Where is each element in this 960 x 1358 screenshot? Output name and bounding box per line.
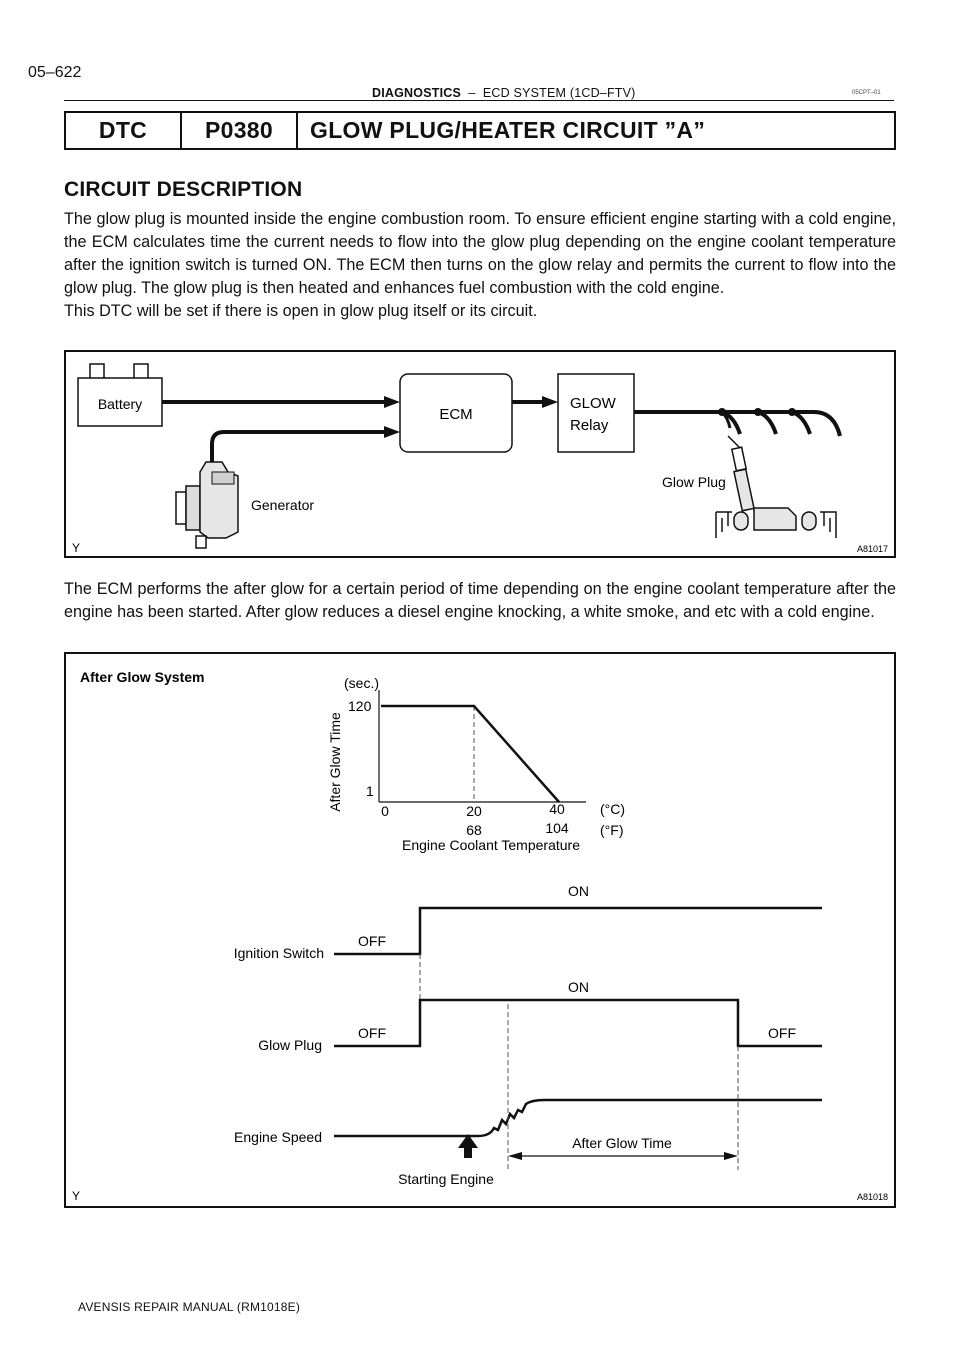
ecm-label: ECM bbox=[439, 406, 473, 423]
glow-plug-label: Glow Plug bbox=[662, 474, 726, 490]
after-glow-diagram bbox=[66, 654, 894, 1206]
header-subsection: ECD SYSTEM (1CD–FTV) bbox=[482, 86, 636, 100]
after-glow-text: The ECM performs the after glow for a certain period of time depending on the engine coolant temperature after the engine has been started. After glow reduces a diesel engine knocking, a white smoke, and etc with a cold engine. bbox=[64, 580, 896, 621]
header-rule bbox=[64, 100, 894, 101]
glow-plug-off-label-1: OFF bbox=[358, 1025, 386, 1041]
glow-relay-box bbox=[558, 374, 634, 452]
arrowhead-icon bbox=[384, 426, 400, 438]
header-section: DIAGNOSTICS bbox=[372, 86, 462, 100]
ignition-switch-signal bbox=[334, 908, 822, 954]
header-separator: – bbox=[468, 86, 476, 100]
page-number: 05–622 bbox=[28, 64, 82, 81]
glow-plug-off-label-2: OFF bbox=[768, 1025, 796, 1041]
dtc-title-box bbox=[64, 111, 896, 150]
after-glow-figure bbox=[64, 652, 896, 1208]
battery-terminals bbox=[90, 364, 148, 378]
dtc-code: P0380 bbox=[182, 113, 298, 148]
description-paragraph-1: The glow plug is mounted inside the engine combustion room. To ensure efficient engine starting with a cold engine, the ECM calculates time the current needs to flow into the glow plug depending on the engine coolant temperature after the ignition switch is turned ON. The ECM then turns on the glow relay and permits the current to flow into the glow plug. The glow plug is then heated and enhances fuel combustion with the cold engine. bbox=[64, 210, 896, 297]
y-axis-label: After Glow Time bbox=[327, 712, 343, 812]
document-code: 05CPT–01 bbox=[852, 90, 881, 96]
y-tick-bottom: 1 bbox=[366, 783, 374, 799]
description-paragraph-2: This DTC will be set if there is open in glow plug itself or its circuit. bbox=[64, 302, 538, 320]
x-unit-celsius: (°C) bbox=[600, 801, 626, 817]
x-tick-20: 20 bbox=[466, 803, 482, 819]
section-heading: CIRCUIT DESCRIPTION bbox=[64, 178, 303, 201]
figure-title: After Glow System bbox=[80, 669, 205, 685]
figure-marker: Y bbox=[72, 1189, 81, 1203]
circuit-diagram-figure bbox=[64, 350, 896, 558]
engine-head-icon bbox=[716, 508, 836, 538]
footer-manual-title: AVENSIS REPAIR MANUAL (RM1018E) bbox=[78, 1300, 301, 1314]
engine-speed-label: Engine Speed bbox=[234, 1129, 322, 1145]
glow-plug-signal bbox=[334, 1000, 822, 1046]
generator-ecm-wire bbox=[212, 432, 388, 482]
figure-code: A81017 bbox=[856, 544, 888, 554]
x-unit-fahrenheit: (°F) bbox=[600, 822, 624, 838]
x-tick-104f: 104 bbox=[545, 820, 569, 836]
y-tick-top: 120 bbox=[348, 698, 372, 714]
description-text bbox=[64, 208, 896, 323]
battery-label: Battery bbox=[97, 396, 143, 412]
x-tick-40: 40 bbox=[549, 801, 565, 817]
circuit-diagram bbox=[66, 352, 894, 556]
dtc-label: DTC bbox=[66, 113, 182, 148]
y-unit-label: (sec.) bbox=[344, 675, 379, 691]
glow-plug-branch-wires bbox=[722, 412, 810, 434]
timing-chart bbox=[234, 883, 822, 1187]
ignition-on-label: ON bbox=[568, 883, 589, 899]
x-axis-label: Engine Coolant Temperature bbox=[402, 837, 580, 853]
arrow-up-icon bbox=[458, 1134, 478, 1158]
arrowhead-icon bbox=[542, 396, 558, 408]
glow-relay-label-line1: GLOW bbox=[570, 395, 616, 412]
glow-plug-row-label: Glow Plug bbox=[258, 1037, 322, 1053]
junction-dot bbox=[754, 408, 762, 416]
engine-speed-signal bbox=[334, 1100, 822, 1136]
ignition-off-label: OFF bbox=[358, 933, 386, 949]
after-glow-series-line bbox=[381, 706, 559, 802]
glow-plug-on-label: ON bbox=[568, 979, 589, 995]
running-header bbox=[372, 86, 636, 100]
after-glow-time-label: After Glow Time bbox=[572, 1135, 672, 1151]
x-tick-68f: 68 bbox=[466, 822, 482, 838]
glow-relay-label-line2: Relay bbox=[570, 417, 609, 434]
starting-engine-label: Starting Engine bbox=[398, 1171, 494, 1187]
after-glow-chart bbox=[327, 675, 625, 853]
junction-dot bbox=[788, 408, 796, 416]
ignition-switch-label: Ignition Switch bbox=[233, 945, 324, 961]
x-tick-0: 0 bbox=[381, 803, 389, 819]
generator-icon bbox=[176, 462, 238, 548]
figure-marker: Y bbox=[72, 541, 81, 555]
arrowhead-icon bbox=[384, 396, 400, 408]
figure-code: A81018 bbox=[856, 1192, 888, 1202]
generator-label: Generator bbox=[251, 497, 315, 513]
dtc-title: GLOW PLUG/HEATER CIRCUIT ”A” bbox=[310, 117, 706, 143]
